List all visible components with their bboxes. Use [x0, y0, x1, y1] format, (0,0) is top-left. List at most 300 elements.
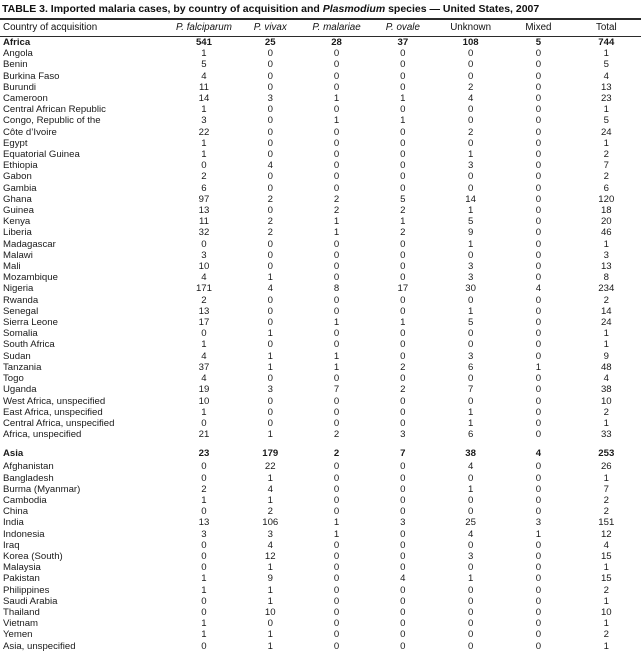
value-cell: 22: [264, 461, 276, 473]
value-cell: 12: [264, 550, 276, 562]
value-cell: 8: [603, 272, 609, 284]
table-caption: [0, 0, 641, 18]
value-cell: 4: [603, 539, 609, 551]
table-row: [0, 216, 641, 227]
value-cell: 1: [333, 227, 340, 239]
value-cell: 4: [467, 461, 474, 473]
column-header-label: P. falciparum: [175, 22, 232, 33]
value-cell: 0: [400, 483, 406, 495]
value-cell: 1: [267, 640, 273, 652]
value-cell: 0: [267, 70, 273, 82]
value-cell: 0: [333, 550, 340, 562]
value-cell: 2: [201, 171, 207, 183]
value-cell: 1: [201, 104, 207, 116]
header-row: [0, 20, 641, 36]
value-cell: 0: [400, 528, 406, 540]
value-cell: 1: [467, 483, 474, 495]
table-row: [0, 596, 641, 607]
value-cell: 1: [467, 305, 474, 317]
value-cell: 0: [400, 373, 406, 385]
value-cell: 14: [198, 93, 210, 105]
value-cell: 744: [598, 37, 615, 48]
table-row: [0, 429, 641, 440]
value-cell: 0: [400, 562, 406, 574]
value-cell: 6: [603, 182, 609, 194]
value-cell: 0: [333, 373, 340, 385]
value-cell: 0: [333, 395, 340, 407]
value-cell: 0: [400, 137, 406, 149]
value-cell: 0: [267, 126, 273, 138]
value-cell: 0: [333, 160, 340, 172]
table-body: [0, 37, 641, 652]
value-cell: 0: [535, 104, 542, 116]
value-cell: 0: [333, 640, 340, 652]
table-row: [0, 138, 641, 149]
value-cell: 0: [201, 472, 207, 484]
value-cell: 151: [598, 517, 615, 529]
value-cell: 0: [267, 171, 273, 183]
table-row: [0, 82, 641, 93]
value-cell: 1: [467, 149, 474, 161]
column-header-total: [572, 20, 641, 36]
country-name-cell: Philippines: [3, 584, 50, 596]
column-header-p-malariae: [303, 20, 369, 36]
value-cell: 0: [333, 506, 340, 518]
country-name-cell: Nigeria: [3, 283, 34, 295]
table-row: [0, 607, 641, 618]
value-cell: 0: [267, 261, 273, 273]
country-name-cell: Egypt: [3, 137, 28, 149]
value-cell: 0: [201, 238, 207, 250]
value-cell: 0: [267, 417, 273, 429]
value-cell: 0: [400, 494, 406, 506]
value-cell: 0: [333, 573, 340, 585]
table-row: [0, 562, 641, 573]
value-cell: 0: [467, 539, 474, 551]
value-cell: 0: [267, 395, 273, 407]
country-name-cell: Malawi: [3, 249, 33, 261]
country-name-cell: Madagascar: [3, 238, 56, 250]
value-cell: 1: [267, 562, 273, 574]
country-name-cell: Thailand: [3, 606, 40, 618]
column-header-country-of-acquisition: [0, 20, 171, 36]
value-cell: 0: [400, 595, 406, 607]
value-cell: 2: [333, 429, 340, 441]
country-name-cell: Gabon: [3, 171, 32, 183]
value-cell: 23: [198, 447, 210, 459]
table-row: [0, 484, 641, 495]
country-name-cell: Côte d’Ivoire: [3, 126, 57, 138]
value-cell: 3: [267, 528, 273, 540]
value-cell: 0: [535, 494, 542, 506]
table-row: [0, 573, 641, 584]
table-row: [0, 272, 641, 283]
value-cell: 3: [535, 517, 542, 529]
value-cell: 7: [400, 447, 406, 459]
value-cell: 0: [535, 584, 542, 596]
country-name-cell: Saudi Arabia: [3, 595, 58, 607]
value-cell: 1: [467, 238, 474, 250]
value-cell: 0: [400, 350, 406, 362]
value-cell: 0: [467, 115, 474, 127]
table-row: [0, 373, 641, 384]
value-cell: 7: [603, 160, 609, 172]
country-name-cell: Sudan: [3, 350, 31, 362]
value-cell: 0: [333, 294, 340, 306]
table-row: [0, 339, 641, 350]
value-cell: 0: [467, 562, 474, 574]
value-cell: 0: [535, 205, 542, 217]
value-cell: 2: [267, 193, 273, 205]
table-caption-genus: Plasmodium: [322, 3, 386, 15]
value-cell: 37: [397, 37, 409, 48]
value-cell: 0: [535, 81, 542, 93]
value-cell: 4: [267, 483, 273, 495]
country-name-cell: Vietnam: [3, 618, 39, 630]
value-cell: 0: [467, 373, 474, 385]
country-name-cell: South Africa: [3, 339, 55, 351]
value-cell: 0: [535, 562, 542, 574]
value-cell: 0: [535, 339, 542, 351]
value-cell: 0: [535, 272, 542, 284]
value-cell: 0: [400, 261, 406, 273]
value-cell: 5: [535, 37, 542, 48]
value-cell: 0: [201, 417, 207, 429]
value-cell: 1: [201, 573, 207, 585]
value-cell: 0: [467, 472, 474, 484]
value-cell: 1: [267, 328, 273, 340]
value-cell: 0: [333, 48, 340, 60]
table-row: [0, 407, 641, 418]
table-row: [0, 351, 641, 362]
value-cell: 0: [467, 328, 474, 340]
value-cell: 0: [400, 406, 406, 418]
value-cell: 1: [603, 238, 609, 250]
value-cell: 1: [201, 149, 207, 161]
value-cell: 1: [267, 350, 273, 362]
value-cell: 0: [467, 640, 474, 652]
value-cell: 0: [467, 584, 474, 596]
value-cell: 108: [462, 37, 479, 48]
table-row: [0, 440, 641, 461]
value-cell: 2: [400, 384, 406, 396]
value-cell: 0: [535, 59, 542, 71]
country-name-cell: Asia, unspecified: [3, 640, 76, 652]
value-cell: 2: [603, 149, 609, 161]
table-row: [0, 506, 641, 517]
value-cell: 0: [535, 93, 542, 105]
value-cell: 1: [467, 573, 474, 585]
value-cell: 0: [201, 606, 207, 618]
value-cell: 0: [333, 584, 340, 596]
country-name-cell: Rwanda: [3, 294, 39, 306]
table-row: [0, 418, 641, 429]
value-cell: 1: [603, 595, 609, 607]
value-cell: 4: [201, 272, 207, 284]
value-cell: 0: [535, 395, 542, 407]
value-cell: 21: [198, 429, 210, 441]
value-cell: 0: [467, 70, 474, 82]
column-header-unknown: [436, 20, 505, 36]
value-cell: 0: [535, 573, 542, 585]
value-cell: 10: [264, 606, 276, 618]
value-cell: 2: [467, 126, 474, 138]
value-cell: 0: [400, 160, 406, 172]
country-name-cell: Mali: [3, 261, 21, 273]
value-cell: 5: [467, 317, 474, 329]
value-cell: 4: [201, 373, 207, 385]
value-cell: 0: [267, 238, 273, 250]
table-row: [0, 283, 641, 294]
country-name-cell: Benin: [3, 59, 28, 71]
value-cell: 4: [400, 573, 406, 585]
country-name-cell: Afghanistan: [3, 461, 54, 473]
value-cell: 1: [603, 339, 609, 351]
table-row: [0, 540, 641, 551]
value-cell: 0: [400, 104, 406, 116]
country-name-cell: Angola: [3, 48, 33, 60]
value-cell: 0: [267, 81, 273, 93]
value-cell: 0: [333, 494, 340, 506]
country-name-cell: Indonesia: [3, 528, 45, 540]
value-cell: 0: [467, 629, 474, 641]
value-cell: 7: [603, 483, 609, 495]
value-cell: 0: [267, 294, 273, 306]
value-cell: 3: [467, 272, 474, 284]
value-cell: 0: [467, 395, 474, 407]
value-cell: 0: [535, 115, 542, 127]
value-cell: 5: [400, 193, 406, 205]
value-cell: 0: [267, 48, 273, 60]
value-cell: 0: [467, 606, 474, 618]
value-cell: 25: [264, 37, 276, 48]
value-cell: 1: [467, 417, 474, 429]
value-cell: 0: [467, 618, 474, 630]
value-cell: 0: [400, 618, 406, 630]
value-cell: 0: [333, 81, 340, 93]
value-cell: 25: [465, 517, 476, 529]
value-cell: 0: [535, 384, 542, 396]
data-table: [0, 20, 641, 652]
value-cell: 0: [400, 472, 406, 484]
value-cell: 0: [400, 249, 406, 261]
value-cell: 2: [267, 506, 273, 518]
value-cell: 0: [535, 305, 542, 317]
value-cell: 10: [600, 395, 612, 407]
country-name-cell: Uganda: [3, 384, 37, 396]
value-cell: 2: [467, 81, 474, 93]
table-row: [0, 71, 641, 82]
value-cell: 0: [333, 249, 340, 261]
table-row: [0, 585, 641, 596]
country-name-cell: Mozambique: [3, 272, 58, 284]
value-cell: 0: [535, 506, 542, 518]
value-cell: 234: [598, 283, 615, 295]
value-cell: 1: [603, 472, 609, 484]
value-cell: 0: [467, 339, 474, 351]
country-name-cell: China: [3, 506, 29, 518]
value-cell: 171: [195, 283, 212, 295]
value-cell: 1: [267, 494, 273, 506]
country-name-cell: Sierra Leone: [3, 317, 58, 329]
value-cell: 0: [267, 339, 273, 351]
value-cell: 0: [535, 350, 542, 362]
country-name-cell: Ghana: [3, 193, 32, 205]
table-row: [0, 317, 641, 328]
country-name-cell: Bangladesh: [3, 472, 54, 484]
value-cell: 0: [333, 539, 340, 551]
value-cell: 0: [535, 629, 542, 641]
column-header-p-ovale: [370, 20, 436, 36]
table-row: [0, 551, 641, 562]
table-row: [0, 48, 641, 59]
value-cell: 0: [535, 483, 542, 495]
value-cell: 0: [333, 171, 340, 183]
value-cell: 1: [333, 216, 340, 228]
value-cell: 0: [467, 506, 474, 518]
value-cell: 23: [600, 93, 612, 105]
value-cell: 0: [467, 595, 474, 607]
value-cell: 0: [267, 59, 273, 71]
value-cell: 0: [400, 550, 406, 562]
value-cell: 1: [201, 406, 207, 418]
table-row: [0, 261, 641, 272]
value-cell: 1: [267, 595, 273, 607]
country-name-cell: India: [3, 517, 24, 529]
value-cell: 4: [535, 447, 542, 459]
value-cell: 5: [467, 216, 474, 228]
value-cell: 13: [600, 81, 612, 93]
value-cell: 3: [201, 249, 207, 261]
value-cell: 0: [467, 494, 474, 506]
value-cell: 0: [267, 115, 273, 127]
value-cell: 1: [201, 339, 207, 351]
value-cell: 1: [467, 406, 474, 418]
value-cell: 0: [201, 160, 207, 172]
table-row: [0, 517, 641, 528]
value-cell: 0: [333, 272, 340, 284]
value-cell: 1: [201, 629, 207, 641]
value-cell: 0: [267, 205, 273, 217]
value-cell: 0: [535, 227, 542, 239]
value-cell: 2: [267, 216, 273, 228]
value-cell: 0: [333, 126, 340, 138]
value-cell: 0: [467, 182, 474, 194]
value-cell: 11: [198, 216, 209, 228]
value-cell: 1: [603, 562, 609, 574]
table-row: [0, 529, 641, 540]
value-cell: 0: [400, 70, 406, 82]
value-cell: 15: [600, 550, 612, 562]
table-row: [0, 306, 641, 317]
value-cell: 0: [267, 406, 273, 418]
value-cell: 0: [535, 238, 542, 250]
value-cell: 0: [333, 406, 340, 418]
value-cell: 1: [535, 361, 542, 373]
value-cell: 0: [400, 182, 406, 194]
value-cell: 7: [333, 384, 340, 396]
value-cell: 13: [198, 305, 210, 317]
value-cell: 0: [333, 417, 340, 429]
value-cell: 0: [400, 539, 406, 551]
table-row: [0, 160, 641, 171]
value-cell: 0: [535, 461, 542, 473]
value-cell: 1: [333, 350, 340, 362]
country-name-cell: West Africa, unspecified: [3, 395, 106, 407]
table-row: [0, 495, 641, 506]
value-cell: 1: [333, 317, 340, 329]
country-name-cell: Burkina Faso: [3, 70, 60, 82]
value-cell: 1: [603, 328, 609, 340]
table-header: [0, 20, 641, 37]
country-name-cell: Togo: [3, 373, 24, 385]
value-cell: 0: [400, 606, 406, 618]
value-cell: 0: [400, 81, 406, 93]
table-row: [0, 127, 641, 138]
value-cell: 1: [333, 517, 340, 529]
value-cell: 13: [198, 205, 210, 217]
value-cell: 0: [535, 429, 542, 441]
value-cell: 2: [333, 447, 340, 459]
column-header-label: Total: [595, 22, 617, 33]
value-cell: 0: [535, 328, 542, 340]
value-cell: 1: [603, 104, 609, 116]
value-cell: 0: [400, 294, 406, 306]
table-row: [0, 205, 641, 216]
value-cell: 1: [267, 584, 273, 596]
table-row: [0, 384, 641, 395]
value-cell: 10: [198, 261, 210, 273]
value-cell: 0: [201, 461, 207, 473]
table-row: [0, 239, 641, 250]
value-cell: 1: [603, 618, 609, 630]
column-header-label: Country of acquisition: [3, 22, 98, 33]
value-cell: 2: [400, 227, 406, 239]
value-cell: 0: [400, 629, 406, 641]
value-cell: 2: [201, 294, 207, 306]
value-cell: 0: [535, 539, 542, 551]
value-cell: 2: [333, 205, 340, 217]
value-cell: 17: [198, 317, 210, 329]
value-cell: 0: [201, 550, 207, 562]
value-cell: 1: [201, 584, 207, 596]
value-cell: 4: [267, 160, 273, 172]
value-cell: 12: [600, 528, 612, 540]
value-cell: 0: [535, 294, 542, 306]
country-name-cell: Gambia: [3, 182, 37, 194]
value-cell: 1: [333, 115, 340, 127]
table-row: [0, 59, 641, 70]
value-cell: 0: [535, 126, 542, 138]
value-cell: 0: [535, 216, 542, 228]
value-cell: 1: [333, 93, 340, 105]
value-cell: 0: [267, 618, 273, 630]
value-cell: 1: [267, 429, 273, 441]
value-cell: 0: [400, 339, 406, 351]
value-cell: 0: [535, 171, 542, 183]
value-cell: 1: [201, 137, 207, 149]
table-row: [0, 295, 641, 306]
value-cell: 2: [603, 506, 609, 518]
value-cell: 1: [333, 361, 340, 373]
value-cell: 6: [467, 361, 474, 373]
value-cell: 0: [535, 182, 542, 194]
value-cell: 0: [535, 137, 542, 149]
value-cell: 0: [333, 305, 340, 317]
value-cell: 20: [600, 216, 612, 228]
value-cell: 37: [198, 361, 210, 373]
value-cell: 0: [333, 483, 340, 495]
